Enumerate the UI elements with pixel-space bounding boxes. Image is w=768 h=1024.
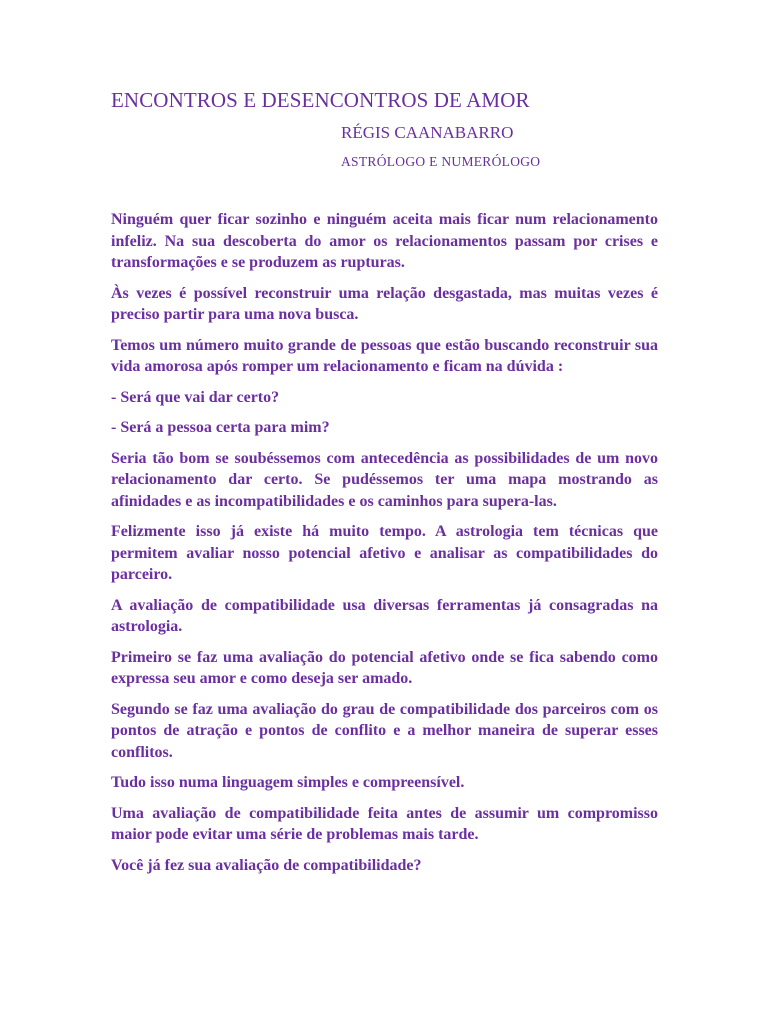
paragraph-doubt: Temos um número muito grande de pessoas que estão buscando reconstruir sua vida amorosa após romper um relacionamento e ficam na dúvida :	[111, 336, 658, 375]
page-title: ENCONTROS E DESENCONTROS DE AMOR	[111, 88, 530, 112]
author-name: RÉGIS CAANABARRO	[341, 123, 514, 142]
paragraph-astrology: Felizmente isso já existe há muito tempo. A astrologia tem técnicas que permitem avaliar nosso potencial afetivo e analisar as compatibilidades do parceiro.	[111, 523, 658, 583]
article-body	[111, 209, 658, 885]
question-will-it-work: - Será que vai dar certo?	[111, 388, 280, 406]
paragraph-first-step: Primeiro se faz uma avaliação do potencial afetivo onde se fica sabendo como expressa seu amor e como deseja ser amado.	[111, 648, 658, 687]
paragraph-reconstruct: Às vezes é possível reconstruir uma relação desgastada, mas muitas vezes é preciso partir para uma nova busca.	[111, 284, 658, 323]
paragraph-intro: Ninguém quer ficar sozinho e ninguém aceita mais ficar num relacionamento infeliz. Na sua descoberta do amor os relacionamentos passam por crises e transformações e se produzem as rupturas.	[111, 211, 658, 271]
paragraph-tools: A avaliação de compatibilidade usa diversas ferramentas já consagradas na astrologia.	[111, 596, 658, 635]
paragraph-wish: Seria tão bom se soubéssemos com antecedência as possibilidades de um novo relacionamento dar certo. Se pudéssemos ter uma mapa mostrando as afinidades e as incompatibilidades e os caminhos para supera-las.	[111, 449, 658, 510]
paragraph-closing-question: Você já fez sua avaliação de compatibilidade?	[111, 856, 422, 874]
author-role: ASTRÓLOGO E NUMERÓLOGO	[341, 154, 541, 169]
paragraph-second-step: Segundo se faz uma avaliação do grau de compatibilidade dos parceiros com os pontos de atração e pontos de conflito e a melhor maneira de superar esses conflitos.	[111, 700, 658, 761]
paragraph-simple-language: Tudo isso numa linguagem simples e compreensível.	[111, 774, 465, 791]
question-right-person: - Será a pessoa certa para mim?	[111, 419, 330, 436]
paragraph-prevention: Uma avaliação de compatibilidade feita antes de assumir um compromisso maior pode evitar uma série de problemas mais tarde.	[111, 804, 658, 843]
